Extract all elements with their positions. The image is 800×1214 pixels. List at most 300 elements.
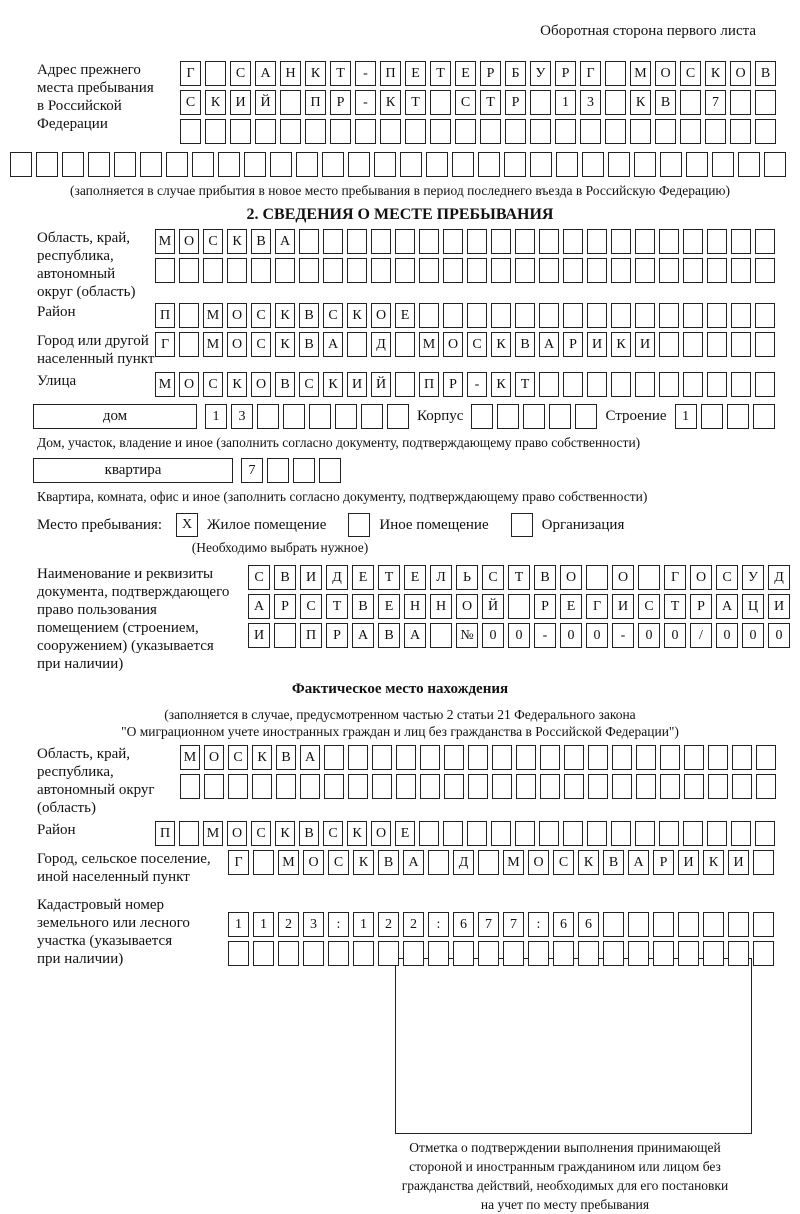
- char-cell[interactable]: 3: [231, 404, 253, 429]
- char-cell[interactable]: -: [534, 623, 556, 648]
- char-cell[interactable]: У: [530, 61, 551, 86]
- char-cell[interactable]: В: [274, 565, 296, 590]
- char-cell[interactable]: [635, 821, 655, 846]
- char-cell[interactable]: К: [578, 850, 599, 875]
- char-cell[interactable]: [683, 303, 703, 328]
- char-cell[interactable]: М: [203, 332, 223, 357]
- char-cell[interactable]: Г: [664, 565, 686, 590]
- char-cell[interactable]: С: [638, 594, 660, 619]
- char-cell[interactable]: [444, 774, 464, 799]
- char-cell[interactable]: [587, 229, 607, 254]
- char-cell[interactable]: [515, 229, 535, 254]
- char-cell[interactable]: П: [155, 821, 175, 846]
- char-cell[interactable]: [275, 258, 295, 283]
- char-cell[interactable]: [683, 821, 703, 846]
- char-cell[interactable]: А: [716, 594, 738, 619]
- char-cell[interactable]: И: [768, 594, 790, 619]
- char-cell[interactable]: [732, 774, 752, 799]
- char-cell[interactable]: [660, 774, 680, 799]
- char-cell[interactable]: Й: [255, 90, 276, 115]
- char-cell[interactable]: [755, 821, 775, 846]
- char-cell[interactable]: [611, 372, 631, 397]
- char-cell[interactable]: [353, 941, 374, 966]
- char-cell[interactable]: [564, 774, 584, 799]
- char-cell[interactable]: Т: [430, 61, 451, 86]
- char-cell[interactable]: А: [403, 850, 424, 875]
- char-cell[interactable]: Г: [180, 61, 201, 86]
- char-cell[interactable]: [347, 258, 367, 283]
- char-cell[interactable]: [683, 332, 703, 357]
- char-cell[interactable]: -: [355, 61, 376, 86]
- char-cell[interactable]: В: [603, 850, 624, 875]
- char-cell[interactable]: [467, 303, 487, 328]
- char-cell[interactable]: [419, 821, 439, 846]
- char-cell[interactable]: 7: [503, 912, 524, 937]
- char-cell[interactable]: [478, 152, 500, 177]
- char-cell[interactable]: [580, 119, 601, 144]
- char-cell[interactable]: [299, 229, 319, 254]
- char-cell[interactable]: Б: [505, 61, 526, 86]
- char-cell[interactable]: [707, 821, 727, 846]
- char-cell[interactable]: Р: [555, 61, 576, 86]
- char-cell[interactable]: А: [300, 745, 320, 770]
- char-cell[interactable]: Н: [280, 61, 301, 86]
- char-cell[interactable]: Т: [330, 61, 351, 86]
- char-cell[interactable]: [515, 303, 535, 328]
- char-cell[interactable]: [405, 119, 426, 144]
- char-cell[interactable]: М: [203, 303, 223, 328]
- char-cell[interactable]: [678, 912, 699, 937]
- char-cell[interactable]: 0: [664, 623, 686, 648]
- char-cell[interactable]: К: [353, 850, 374, 875]
- checkbox-residential[interactable]: X: [176, 513, 198, 537]
- char-cell[interactable]: [347, 229, 367, 254]
- char-cell[interactable]: [140, 152, 162, 177]
- char-cell[interactable]: [305, 119, 326, 144]
- char-cell[interactable]: А: [539, 332, 559, 357]
- char-cell[interactable]: -: [355, 90, 376, 115]
- char-cell[interactable]: 7: [478, 912, 499, 937]
- char-cell[interactable]: [491, 229, 511, 254]
- char-cell[interactable]: [582, 152, 604, 177]
- char-cell[interactable]: [703, 941, 724, 966]
- char-cell[interactable]: [528, 941, 549, 966]
- char-cell[interactable]: Т: [508, 565, 530, 590]
- char-cell[interactable]: В: [378, 850, 399, 875]
- char-cell[interactable]: И: [248, 623, 270, 648]
- char-cell[interactable]: С: [228, 745, 248, 770]
- char-cell[interactable]: [503, 941, 524, 966]
- char-cell[interactable]: [563, 229, 583, 254]
- char-cell[interactable]: А: [275, 229, 295, 254]
- apartment-type-box[interactable]: квартира: [33, 458, 233, 483]
- char-cell[interactable]: С: [323, 821, 343, 846]
- char-cell[interactable]: [251, 258, 271, 283]
- char-cell[interactable]: [653, 912, 674, 937]
- char-cell[interactable]: [705, 119, 726, 144]
- char-cell[interactable]: [756, 774, 776, 799]
- char-cell[interactable]: [755, 119, 776, 144]
- char-cell[interactable]: [755, 90, 776, 115]
- char-cell[interactable]: [293, 458, 315, 483]
- char-cell[interactable]: М: [180, 745, 200, 770]
- checkbox-organization[interactable]: [511, 513, 533, 537]
- char-cell[interactable]: М: [155, 372, 175, 397]
- char-cell[interactable]: [508, 594, 530, 619]
- char-cell[interactable]: [444, 745, 464, 770]
- char-cell[interactable]: Д: [371, 332, 391, 357]
- checkbox-other-premises[interactable]: [348, 513, 370, 537]
- char-cell[interactable]: [553, 941, 574, 966]
- char-cell[interactable]: К: [347, 303, 367, 328]
- char-cell[interactable]: [467, 229, 487, 254]
- char-cell[interactable]: [659, 332, 679, 357]
- char-cell[interactable]: 0: [638, 623, 660, 648]
- char-cell[interactable]: [180, 774, 200, 799]
- char-cell[interactable]: О: [179, 229, 199, 254]
- char-cell[interactable]: [419, 258, 439, 283]
- char-cell[interactable]: [549, 404, 571, 429]
- char-cell[interactable]: С: [299, 372, 319, 397]
- char-cell[interactable]: И: [678, 850, 699, 875]
- char-cell[interactable]: [707, 303, 727, 328]
- char-cell[interactable]: [395, 332, 415, 357]
- char-cell[interactable]: [515, 821, 535, 846]
- char-cell[interactable]: [192, 152, 214, 177]
- char-cell[interactable]: [539, 229, 559, 254]
- char-cell[interactable]: К: [347, 821, 367, 846]
- char-cell[interactable]: О: [528, 850, 549, 875]
- char-cell[interactable]: [564, 745, 584, 770]
- char-cell[interactable]: [323, 229, 343, 254]
- char-cell[interactable]: В: [755, 61, 776, 86]
- char-cell[interactable]: [252, 774, 272, 799]
- char-cell[interactable]: Д: [768, 565, 790, 590]
- char-cell[interactable]: [230, 119, 251, 144]
- char-cell[interactable]: 6: [578, 912, 599, 937]
- char-cell[interactable]: В: [299, 332, 319, 357]
- char-cell[interactable]: [228, 774, 248, 799]
- char-cell[interactable]: С: [251, 332, 271, 357]
- char-cell[interactable]: 1: [205, 404, 227, 429]
- char-cell[interactable]: В: [299, 303, 319, 328]
- char-cell[interactable]: [612, 745, 632, 770]
- char-cell[interactable]: [684, 774, 704, 799]
- char-cell[interactable]: [712, 152, 734, 177]
- char-cell[interactable]: [372, 774, 392, 799]
- char-cell[interactable]: Е: [560, 594, 582, 619]
- char-cell[interactable]: [205, 61, 226, 86]
- char-cell[interactable]: А: [248, 594, 270, 619]
- char-cell[interactable]: С: [300, 594, 322, 619]
- char-cell[interactable]: [419, 229, 439, 254]
- char-cell[interactable]: [492, 745, 512, 770]
- char-cell[interactable]: [636, 745, 656, 770]
- char-cell[interactable]: [683, 258, 703, 283]
- char-cell[interactable]: М: [155, 229, 175, 254]
- char-cell[interactable]: [420, 774, 440, 799]
- char-cell[interactable]: О: [612, 565, 634, 590]
- char-cell[interactable]: [587, 821, 607, 846]
- char-cell[interactable]: Р: [505, 90, 526, 115]
- char-cell[interactable]: [504, 152, 526, 177]
- char-cell[interactable]: 3: [303, 912, 324, 937]
- char-cell[interactable]: [603, 912, 624, 937]
- char-cell[interactable]: В: [275, 372, 295, 397]
- char-cell[interactable]: [278, 941, 299, 966]
- char-cell[interactable]: [605, 61, 626, 86]
- char-cell[interactable]: В: [515, 332, 535, 357]
- char-cell[interactable]: [300, 774, 320, 799]
- char-cell[interactable]: [36, 152, 58, 177]
- char-cell[interactable]: [396, 774, 416, 799]
- char-cell[interactable]: 3: [580, 90, 601, 115]
- char-cell[interactable]: О: [227, 303, 247, 328]
- char-cell[interactable]: [299, 258, 319, 283]
- char-cell[interactable]: [611, 821, 631, 846]
- char-cell[interactable]: [540, 745, 560, 770]
- char-cell[interactable]: [731, 229, 751, 254]
- char-cell[interactable]: В: [534, 565, 556, 590]
- char-cell[interactable]: 0: [482, 623, 504, 648]
- char-cell[interactable]: [555, 119, 576, 144]
- char-cell[interactable]: [430, 90, 451, 115]
- char-cell[interactable]: П: [155, 303, 175, 328]
- char-cell[interactable]: [683, 229, 703, 254]
- char-cell[interactable]: [244, 152, 266, 177]
- char-cell[interactable]: К: [380, 90, 401, 115]
- char-cell[interactable]: С: [323, 303, 343, 328]
- char-cell[interactable]: [296, 152, 318, 177]
- char-cell[interactable]: 0: [560, 623, 582, 648]
- char-cell[interactable]: [179, 821, 199, 846]
- char-cell[interactable]: [303, 941, 324, 966]
- char-cell[interactable]: И: [230, 90, 251, 115]
- char-cell[interactable]: Д: [453, 850, 474, 875]
- char-cell[interactable]: Е: [395, 821, 415, 846]
- char-cell[interactable]: [635, 372, 655, 397]
- char-cell[interactable]: [653, 941, 674, 966]
- char-cell[interactable]: О: [730, 61, 751, 86]
- char-cell[interactable]: П: [419, 372, 439, 397]
- char-cell[interactable]: О: [179, 372, 199, 397]
- char-cell[interactable]: [660, 152, 682, 177]
- char-cell[interactable]: [638, 565, 660, 590]
- char-cell[interactable]: [680, 90, 701, 115]
- char-cell[interactable]: С: [467, 332, 487, 357]
- char-cell[interactable]: [683, 372, 703, 397]
- char-cell[interactable]: К: [205, 90, 226, 115]
- char-cell[interactable]: /: [690, 623, 712, 648]
- char-cell[interactable]: [708, 774, 728, 799]
- char-cell[interactable]: [707, 332, 727, 357]
- char-cell[interactable]: [453, 941, 474, 966]
- char-cell[interactable]: [505, 119, 526, 144]
- char-cell[interactable]: Н: [404, 594, 426, 619]
- char-cell[interactable]: О: [204, 745, 224, 770]
- char-cell[interactable]: К: [611, 332, 631, 357]
- char-cell[interactable]: М: [419, 332, 439, 357]
- char-cell[interactable]: С: [180, 90, 201, 115]
- char-cell[interactable]: [587, 372, 607, 397]
- char-cell[interactable]: Т: [664, 594, 686, 619]
- char-cell[interactable]: [659, 372, 679, 397]
- char-cell[interactable]: П: [305, 90, 326, 115]
- char-cell[interactable]: [274, 623, 296, 648]
- char-cell[interactable]: [612, 774, 632, 799]
- char-cell[interactable]: [755, 372, 775, 397]
- char-cell[interactable]: [88, 152, 110, 177]
- char-cell[interactable]: [491, 303, 511, 328]
- char-cell[interactable]: [556, 152, 578, 177]
- char-cell[interactable]: К: [227, 229, 247, 254]
- char-cell[interactable]: [728, 941, 749, 966]
- char-cell[interactable]: О: [227, 332, 247, 357]
- char-cell[interactable]: [611, 229, 631, 254]
- char-cell[interactable]: 0: [716, 623, 738, 648]
- char-cell[interactable]: [443, 821, 463, 846]
- char-cell[interactable]: 1: [555, 90, 576, 115]
- char-cell[interactable]: [253, 941, 274, 966]
- char-cell[interactable]: [732, 745, 752, 770]
- char-cell[interactable]: К: [703, 850, 724, 875]
- char-cell[interactable]: 2: [378, 912, 399, 937]
- char-cell[interactable]: Ь: [456, 565, 478, 590]
- char-cell[interactable]: [257, 404, 279, 429]
- char-cell[interactable]: [443, 229, 463, 254]
- char-cell[interactable]: №: [456, 623, 478, 648]
- char-cell[interactable]: [540, 774, 560, 799]
- char-cell[interactable]: [755, 258, 775, 283]
- char-cell[interactable]: К: [305, 61, 326, 86]
- char-cell[interactable]: [255, 119, 276, 144]
- char-cell[interactable]: С: [203, 229, 223, 254]
- char-cell[interactable]: [420, 745, 440, 770]
- char-cell[interactable]: В: [655, 90, 676, 115]
- char-cell[interactable]: [523, 404, 545, 429]
- char-cell[interactable]: М: [278, 850, 299, 875]
- char-cell[interactable]: Р: [480, 61, 501, 86]
- char-cell[interactable]: К: [227, 372, 247, 397]
- char-cell[interactable]: Е: [404, 565, 426, 590]
- char-cell[interactable]: [530, 119, 551, 144]
- char-cell[interactable]: А: [255, 61, 276, 86]
- char-cell[interactable]: 7: [241, 458, 263, 483]
- char-cell[interactable]: -: [467, 372, 487, 397]
- char-cell[interactable]: [480, 119, 501, 144]
- char-cell[interactable]: [603, 941, 624, 966]
- char-cell[interactable]: С: [251, 821, 271, 846]
- char-cell[interactable]: [335, 404, 357, 429]
- char-cell[interactable]: [443, 258, 463, 283]
- char-cell[interactable]: 6: [553, 912, 574, 937]
- char-cell[interactable]: [387, 404, 409, 429]
- char-cell[interactable]: И: [728, 850, 749, 875]
- char-cell[interactable]: [539, 821, 559, 846]
- char-cell[interactable]: О: [251, 372, 271, 397]
- char-cell[interactable]: :: [528, 912, 549, 937]
- char-cell[interactable]: [587, 258, 607, 283]
- char-cell[interactable]: [267, 458, 289, 483]
- char-cell[interactable]: [166, 152, 188, 177]
- char-cell[interactable]: [634, 152, 656, 177]
- char-cell[interactable]: [468, 745, 488, 770]
- char-cell[interactable]: [430, 623, 452, 648]
- char-cell[interactable]: [180, 119, 201, 144]
- char-cell[interactable]: С: [230, 61, 251, 86]
- char-cell[interactable]: [497, 404, 519, 429]
- char-cell[interactable]: [253, 850, 274, 875]
- char-cell[interactable]: И: [612, 594, 634, 619]
- char-cell[interactable]: [426, 152, 448, 177]
- char-cell[interactable]: О: [443, 332, 463, 357]
- char-cell[interactable]: Д: [326, 565, 348, 590]
- char-cell[interactable]: [62, 152, 84, 177]
- char-cell[interactable]: [114, 152, 136, 177]
- char-cell[interactable]: В: [299, 821, 319, 846]
- char-cell[interactable]: [179, 332, 199, 357]
- char-cell[interactable]: И: [587, 332, 607, 357]
- char-cell[interactable]: [738, 152, 760, 177]
- char-cell[interactable]: [587, 303, 607, 328]
- char-cell[interactable]: [539, 372, 559, 397]
- char-cell[interactable]: Т: [326, 594, 348, 619]
- char-cell[interactable]: [756, 745, 776, 770]
- char-cell[interactable]: [563, 258, 583, 283]
- char-cell[interactable]: [684, 745, 704, 770]
- char-cell[interactable]: [452, 152, 474, 177]
- char-cell[interactable]: 0: [586, 623, 608, 648]
- char-cell[interactable]: [635, 229, 655, 254]
- char-cell[interactable]: [707, 258, 727, 283]
- char-cell[interactable]: [155, 258, 175, 283]
- char-cell[interactable]: [630, 119, 651, 144]
- char-cell[interactable]: Р: [330, 90, 351, 115]
- char-cell[interactable]: [659, 258, 679, 283]
- char-cell[interactable]: [588, 745, 608, 770]
- char-cell[interactable]: [659, 229, 679, 254]
- char-cell[interactable]: П: [300, 623, 322, 648]
- char-cell[interactable]: [371, 258, 391, 283]
- char-cell[interactable]: [347, 332, 367, 357]
- char-cell[interactable]: [309, 404, 331, 429]
- char-cell[interactable]: [428, 941, 449, 966]
- char-cell[interactable]: [355, 119, 376, 144]
- char-cell[interactable]: [659, 821, 679, 846]
- char-cell[interactable]: [635, 258, 655, 283]
- char-cell[interactable]: 7: [705, 90, 726, 115]
- char-cell[interactable]: [443, 303, 463, 328]
- char-cell[interactable]: Т: [405, 90, 426, 115]
- char-cell[interactable]: [686, 152, 708, 177]
- char-cell[interactable]: Л: [430, 565, 452, 590]
- char-cell[interactable]: [731, 258, 751, 283]
- char-cell[interactable]: 0: [768, 623, 790, 648]
- char-cell[interactable]: С: [251, 303, 271, 328]
- char-cell[interactable]: [727, 404, 749, 429]
- char-cell[interactable]: Т: [515, 372, 535, 397]
- char-cell[interactable]: [205, 119, 226, 144]
- char-cell[interactable]: [578, 941, 599, 966]
- char-cell[interactable]: [628, 912, 649, 937]
- char-cell[interactable]: [516, 745, 536, 770]
- char-cell[interactable]: [328, 941, 349, 966]
- char-cell[interactable]: О: [655, 61, 676, 86]
- char-cell[interactable]: [563, 372, 583, 397]
- char-cell[interactable]: Е: [405, 61, 426, 86]
- char-cell[interactable]: 0: [742, 623, 764, 648]
- char-cell[interactable]: [539, 303, 559, 328]
